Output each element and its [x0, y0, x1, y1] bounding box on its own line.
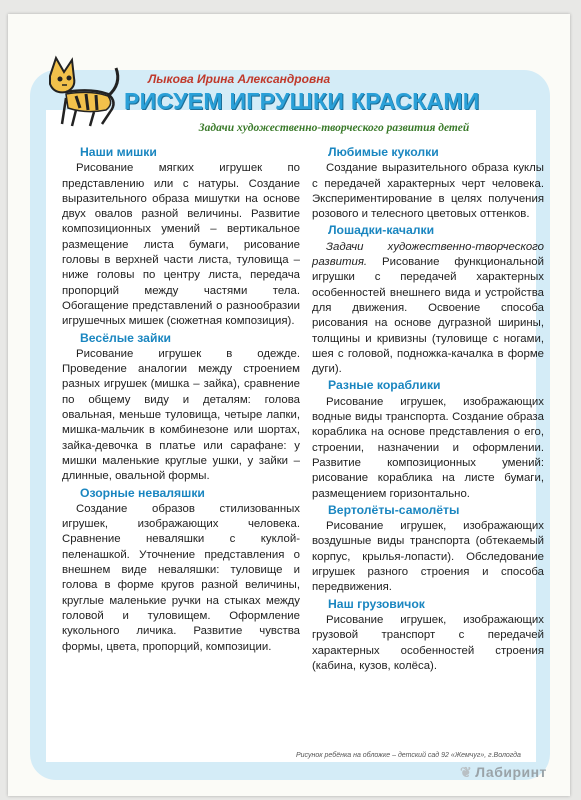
cat-drawing — [36, 54, 124, 128]
cover-caption: Рисунок ребёнка на обложке – детский сад 92 «Жемчуг», г.Вологда — [296, 752, 521, 759]
logo-text: Лабиринт — [475, 764, 547, 780]
section-heading: Любимые куколки — [328, 145, 439, 159]
section-heading: Весёлые зайки — [80, 330, 172, 345]
book-page — [8, 14, 570, 796]
author-name: Лыкова Ирина Александровна — [148, 72, 331, 86]
labirint-logo — [460, 764, 547, 781]
section-heading: Разные кораблики — [328, 378, 441, 393]
section-text: Рисование игрушек, изображающих грузовой транспорт с передачей характерных особенностей строения (кабина, кузов, колёса). — [312, 613, 544, 672]
page-title: РИСУЕМ ИГРУШКИ КРАСКАМИ — [124, 88, 480, 114]
section-text: Создание выразительного образа куклы с передачей характерных черт человека. Экспериментирование в целях получения розового и телесного цветовых оттенков. — [312, 162, 544, 221]
section-text: Рисование игрушек в одежде. Проведение аналогии между строением разных игрушек (мишка – зайка), сравнение по общему виду и деталям: голова овальная, меньше туловища, четыре лапки, мишка-мальчик в комбинезоне или шортах, зайка-девочка в платье или сарафане: у мишки маленькие круглые ушки, у зайки – длинные, овальной формы. — [62, 347, 300, 483]
section-heading: Наши мишки — [80, 145, 157, 159]
section-text — [312, 240, 544, 378]
left-column — [62, 144, 300, 655]
section-text: Рисование игрушек, изображающих воздушные виды транспорта (обтекаемый корпус, крылья-лопасти). Обследование игрушек разного строения и способа передвижения. — [312, 520, 544, 594]
section-heading: Наш грузовичок — [328, 596, 425, 611]
section-heading: Лошадки-качалки — [328, 223, 435, 238]
task-label: Задачи художественно-творческого развития. — [312, 240, 544, 269]
section-heading: Вертолёты-самолёты — [328, 502, 460, 517]
section-text-body: Рисование функциональной игрушки с передачей характерных особенностей внешнего вида и устройства для движения. Освоение способа рисования на основе дугразной ширины, толщины и кривизны (туловище с ногами, шея с головой, подножка-качалка в форме дуги). — [312, 256, 544, 376]
right-column — [312, 144, 544, 674]
section-heading: Озорные неваляшки — [80, 485, 205, 500]
section-text: Рисование игрушек, изображающих водные виды транспорта. Создание образа кораблика на основе представления о его, строении, назначении и оформлении. Развитие композиционных умений: рисование кораблика на листе бумаги, размещением горизонтально. — [312, 395, 544, 500]
page-subtitle: Задачи художественно-творческого развития детей — [198, 122, 470, 134]
bird-icon: ❦ — [460, 764, 473, 780]
section-text: Создание образов стилизованных игрушек, изображающих человека. Сравнение неваляшки с куклой-пеленашкой. Уточнение представления о внешнем виде неваляшки: туловище и голова в форме кругов разной величины, круглые маленькие ручки на стыках между головой и туловищем. Оформление кукольного личика. Развитие чувства формы, цвета, пропорций, композиции. — [62, 502, 300, 653]
section-text: Рисование мягких игрушек по представлению или с натуры. Создание выразительного образа мишутки на основе двух овалов разной величины. Развитие композиционных умений – вертикальное размещение листа бумаги, рисование головы в верхней части листа, туловища – ниже головы по центру листа, передача пропорций между частями тела. Обогащение представлений о разнообразии игрушечных мишек (сюжетная композиция). — [62, 162, 300, 328]
